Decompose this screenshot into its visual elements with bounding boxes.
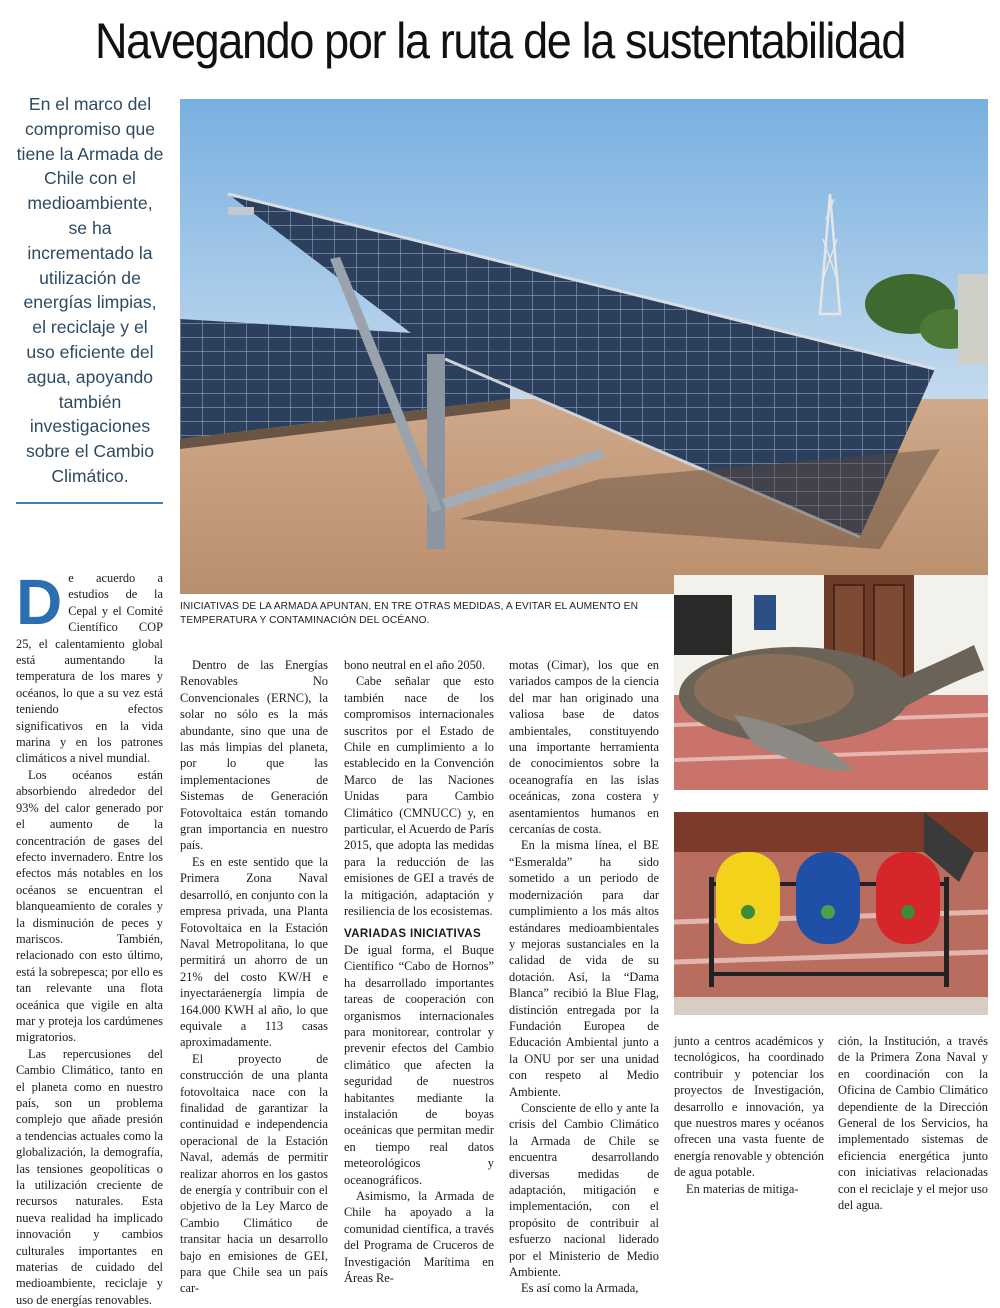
body-paragraph: ción, la Institución, a través de la Primera Zona Naval y en coordinación con la Oficina de Cambio Climático dependiente de la Dirección General de los Servicios, ha implementado sistemas de eficiencia energética junto con iniciativas relacionadas con el reciclaje y el mejor uso del agua. — [838, 1034, 988, 1213]
lead-divider — [16, 502, 163, 504]
body-paragraph: En la misma línea, el BE “Esmeralda” ha sido sometido a un periodo de modernización para dar cumplimiento a los más altos estándares medioambientales y mejoras sustanciales en la calidad de vida de su dotación. Así, la “Dama Blanca” recibió la Blue Flag, distinción entregada por la Fundación Europea de Educación Ambiental junto a la ONU por ser una unidad con respeto al Medio Ambiente. — [509, 838, 659, 1099]
body-paragraph: Las repercusiones del Cambio Climático, tanto en el planeta como en nuestro país, son un problema complejo que añade presión a tendencias actuales como la globalización, la demografía, las tensiones geopolíticas o la utilización creciente de recursos naturales. Esta nueva realidad ha implicado innovación y cambios culturales importantes en materias de cuidado del medioambiente, reciclaje y uso de energías renovables. — [16, 1046, 163, 1307]
article-column-4 — [509, 657, 659, 1297]
body-paragraph: Asimismo, la Armada de Chile ha apoyado a la comunidad científica, a través del Programa de Cruceros de Investigación Marítima en Áreas Re- — [344, 1189, 494, 1286]
body-paragraph: El proyecto de construcción de una planta fotovoltaica nace con la finalidad de garantizar la continuidad e independencia operacional de la Estación Naval, además de permitir realizar ahorros en los gastos de energía y contribuir con el objetivo de la Ley Marco de Cambio Climático de transitar hacia un desarrollo bajo en emisiones de GEI, para que Chile sea un país car- — [180, 1051, 328, 1296]
article-column-1 — [16, 566, 163, 1308]
body-paragraph: En materias de mitiga- — [686, 1181, 799, 1196]
body-paragraph: Cabe señalar que esto también nace de los compromisos internacionales suscritos por el Estado de Chile en cumplimiento a lo establecido en la Convención Marco de las Naciones Unidas para Cambio Climático (CMNUCC) y, en particular, el Acuerdo de París 2015, que adopta las medidas para la reducción de las emisiones de GEI a través de la mitigación, adaptación y resiliencia de los ecosistemas. — [344, 674, 494, 919]
body-paragraph: De igual forma, el Buque Científico “Cabo de Hornos” ha desarrollado importantes tareas de cooperación con organismos internacionales para monitorear, controlar y prevenir efectos del Cambio climático que afecten la seguridad de nuestros habitantes mediante la instalación de boyas oceánicas que permitan medir en tiempo real datos meteorológicos y oceanográficos. — [344, 942, 494, 1187]
body-paragraph: junto a centros académicos y tecnológicos, ha coordinado contribuir y potenciar los proyectos de Investigación, desarrollo e innovación, ya que nuestros mares y océanos ofrecen una vasta fuente de energía renovable y obtención de agua potable. — [674, 1034, 824, 1180]
body-paragraph: motas (Cimar), los que en variados campos de la ciencia del mar han originado una valiosa base de datos ambientales, constituyendo una importante herramienta de conocimientos sobre la oceanografía en las islas oceánicas, zona costera y asentamientos humanos en cercanías de costa. — [509, 658, 659, 837]
body-paragraph: Los océanos están absorbiendo alrededor del 93% del calor generado por el aumento de la concentración de gases del efecto invernadero. Entre los efectos más notables en los océanos se encuentran el blanqueamiento de corales y la disminución de peces y mariscos. También, relacionado con esto último, está la sobrepesca; por ello es tan relevante una flota oceánica que vigile en alta mar y proteja los cardúmenes migratorios. — [16, 767, 163, 1045]
recycling-bins-photo — [674, 812, 988, 1015]
body-paragraph: Consciente de ello y ante la crisis del Cambio Climático la Armada de Chile se encuentra desarrollando diversas medidas de adaptación, mitigación e implementación, con el propósito de contribuir al esfuerzo nacional liderado por el Ministerio de Medio Ambiente. — [509, 1100, 659, 1280]
photo-caption: INICIATIVAS DE LA ARMADA APUNTAN, EN TRE OTRAS MEDIDAS, A EVITAR EL AUMENTO EN TEMPERATURA Y CONTAMINACIÓN DEL OCÉANO. — [180, 601, 639, 626]
body-paragraph: Dentro de las Energías Renovables No Convencionales (ERNC), la solar no sólo es la más abundante, sino que una de las más limpias del planeta, por lo que las implementaciones de Sistemas de Generación Fotovoltaica están tomando gran importancia en nuestro país. — [180, 658, 328, 853]
drop-cap: D — [16, 566, 63, 638]
body-paragraph: Es en este sentido que la Primera Zona Naval desarrolló, en conjunto con la empresa privada, una Planta Fotovoltaica en la Estación Naval Metropolitana, lo que permitirá un ahorro de un 21% del costo KW/H e inyectaráenergía limpia de 164.000 KWH al año, lo que equivale a 113 casas aproximadamente. — [180, 854, 328, 1050]
article-column-6 — [838, 1033, 988, 1213]
body-paragraph: bono neutral en el año 2050. — [344, 658, 486, 672]
headline: Navegando por la ruta de la sustentabilidad — [94, 13, 906, 69]
article-column-3 — [344, 657, 494, 1286]
article-column-2 — [180, 657, 328, 1297]
whale-sculpture-photo — [674, 575, 988, 790]
lead-paragraph: En el marco del compromiso que tiene la Armada de Chile con el medioambiente, se ha incrementado la utilización de energías limpias, el reciclaje y el uso eficiente del agua, apoyando también investigaciones sobre el Cambio Climático. — [16, 94, 164, 486]
body-paragraph: Es así como la Armada, — [521, 1281, 639, 1296]
solar-panels-photo — [180, 99, 988, 594]
body-paragraph: e acuerdo a estudios de la Cepal y el Comité Científico COP 25, el calentamiento global está aumentando la temperatura de los mares y océanos, lo que a su vez está teniendo efectos significativos en la vida marina y en los patrones climáticos a nivel mundial. — [16, 571, 163, 766]
section-heading: VARIADAS INICIATIVAS — [344, 927, 482, 940]
article-column-5 — [674, 1033, 824, 1197]
